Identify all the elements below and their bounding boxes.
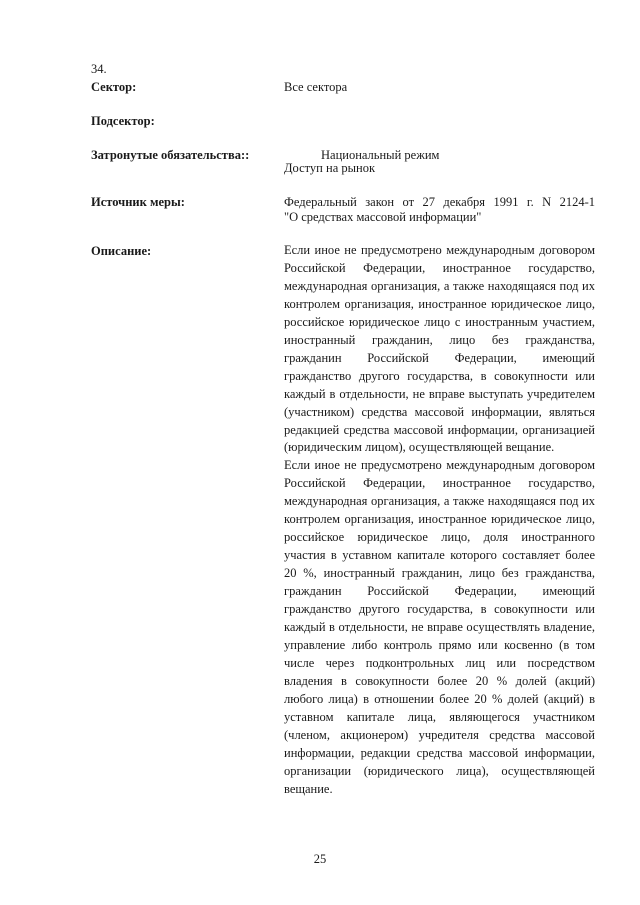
description-paragraph-1: Если иное не предусмотрено международным договором Российской Федерации, иностранное государство, международная организация, а также находящаяся под их контролем организация, иностранное юридическое лицо, российское юридическое лицо с иностранным участием, иностранный гражданин, лицо без гражданства, гражданин Российской Федерации, имеющий гражданство другого государства, в совокупности или каждый в отдельности, не вправе выступать учредителем (участником) средства массовой информации, являться редакцией средства массовой информации, организацией (юридическим лицом), осуществляющей вещание.: [284, 243, 595, 455]
obligations-national-regime: Национальный режим: [321, 148, 440, 162]
source-label: Источник меры:: [91, 195, 185, 209]
sector-value: Все сектора: [284, 80, 348, 94]
description-text: [284, 242, 595, 799]
obligations-label: Затронутые обязательства::: [91, 148, 250, 162]
sector-label: Сектор:: [91, 80, 137, 94]
entry-number: 34.: [91, 62, 107, 76]
source-law: [284, 195, 595, 225]
subsector-label: Подсектор:: [91, 114, 155, 128]
description-label: Описание:: [91, 244, 152, 258]
source-law-title: Федеральный закон от 27 декабря 1991 г. N 2124-1: [284, 195, 595, 209]
page-number: 25: [313, 852, 327, 866]
obligations-market-access: Доступ на рынок: [284, 161, 376, 175]
source-law-name: "О средствах массовой информации": [284, 210, 482, 224]
description-paragraph-2: Если иное не предусмотрено международным договором Российской Федерации, иностранное государство, международная организация, а также находящаяся под их контролем организация, иностранное юридическое лицо, российское юридическое лицо, доля иностранного участия в уставном капитале которого составляет более 20 %, иностранный гражданин, лицо без гражданства, гражданин Российской Федерации, имеющий гражданство другого государства, в совокупности или каждый в отдельности, не вправе осуществлять владение, управление либо контроль прямо или косвенно (в том числе через подконтрольных лиц или посредством владения в совокупности более 20 % долей (акций) любого лица) в отношении более 20 % долей (акций) в уставном капитале лица, являющегося участником (членом, акционером) учредителя средства массовой информации, редакции средства массовой информации, организации (юридического лица), осуществляющей вещание.: [284, 458, 595, 796]
